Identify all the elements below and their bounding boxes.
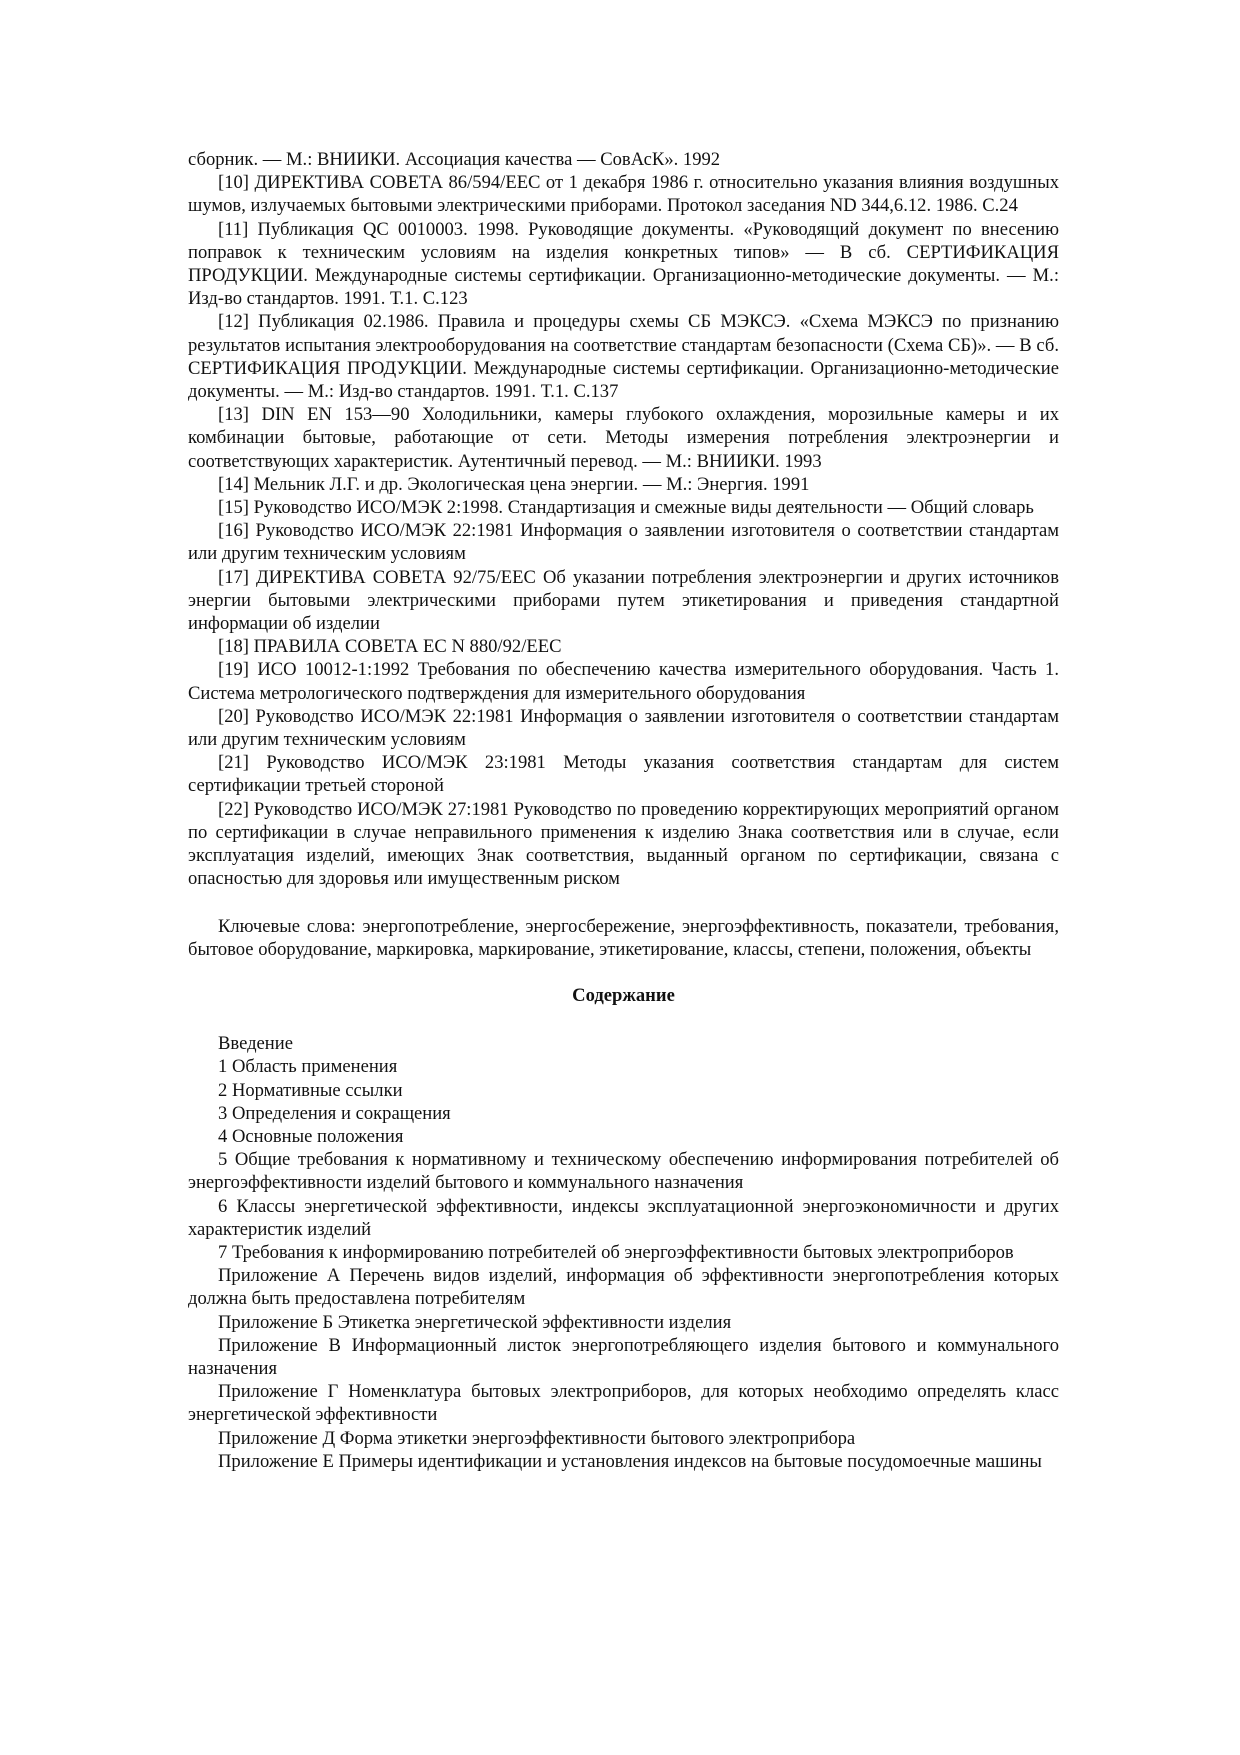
- toc-item: 5 Общие требования к нормативному и техническому обеспечению информирования потребителей об энергоэффективности изделий бытового и коммунального назначения: [188, 1149, 1059, 1194]
- toc-item: Приложение В Информационный листок энергопотребляющего изделия бытового и коммунального назначения: [188, 1334, 1059, 1379]
- reference-item: [13] DIN EN 153—90 Холодильники, камеры глубокого охлаждения, морозильные камеры и их комбинации бытовые, работающие от сети. Методы измерения потребления электроэнергии и соответствующих характеристик. Аутентичный перевод. — М.: ВНИИКИ. 1993: [188, 404, 1059, 472]
- reference-item: [17] ДИРЕКТИВА СОВЕТА 92/75/ЕЕС Об указании потребления электроэнергии и других источников энергии бытовыми электрическими приборами путем этикетирования и приведения стандартной информации об изделии: [188, 566, 1059, 635]
- toc-item: Приложение Б Этикетка энергетической эффективности изделия: [218, 1311, 732, 1333]
- reference-item: [16] Руководство ИСО/МЭК 22:1981 Информация о заявлении изготовителя о соответствии стандартам или другим техническим условиям: [188, 520, 1059, 565]
- toc-item: Приложение Е Примеры идентификации и установления индексов на бытовые посудомоечные машины: [218, 1450, 1042, 1472]
- toc-item: Введение: [218, 1033, 293, 1055]
- reference-list: [188, 171, 1059, 890]
- reference-item: [20] Руководство ИСО/МЭК 22:1981 Информация о заявлении изготовителя о соответствии стандартам или другим техническим условиям: [188, 705, 1059, 751]
- toc-item: Приложение Д Форма этикетки энергоэффективности бытового электроприбора: [218, 1427, 856, 1449]
- document-page: [188, 148, 1059, 1473]
- toc-item: 1 Область применения: [218, 1056, 398, 1078]
- toc-item: Приложение А Перечень видов изделий, информация об эффективности энергопотребления которых должна быть предоставлена потребителям: [188, 1265, 1059, 1310]
- reference-item: [22] Руководство ИСО/МЭК 27:1981 Руководство по проведению корректирующих мероприятий органом по сертификации в случае неправильного применения к изделию Знака соответствия или в случае, если эксплуатация изделий, имеющих Знак соответствия, выданный органом по сертификации, связана с опасностью для здоровья или имущественным риском: [188, 798, 1059, 890]
- reference-item: [12] Публикация 02.1986. Правила и процедуры схемы СБ МЭКСЭ. «Схема МЭКСЭ по признанию результатов испытания электрооборудования на соответствие стандартам безопасности (Схема СБ)». — В сб. СЕРТИФИКАЦИЯ ПРОДУКЦИИ. Международные системы сертификации. Организационно-методические документы. — М.: Изд-во стандартов. 1991. Т.1. С.137: [188, 311, 1059, 403]
- contents-heading: Содержание: [572, 984, 675, 1006]
- toc-item: 7 Требования к информированию потребителей об энергоэффективности бытовых электроприборов: [218, 1241, 1014, 1263]
- toc-item: Приложение Г Номенклатура бытовых электроприборов, для которых необходимо определять класс энергетической эффективности: [188, 1381, 1059, 1426]
- reference-item: [19] ИСО 10012-1:1992 Требования по обеспечению качества измерительного оборудования. Часть 1. Система метрологического подтверждения для измерительного оборудования: [188, 659, 1059, 704]
- reference-item: [10] ДИРЕКТИВА СОВЕТА 86/594/ЕЕС от 1 декабря 1986 г. относительно указания влияния воздушных шумов, излучаемых бытовыми электрическими приборами. Протокол заседания ND 344,6.12. 1986. С.24: [188, 172, 1059, 217]
- reference-item: [14] Мельник Л.Г. и др. Экологическая цена энергии. — М.: Энергия. 1991: [218, 473, 810, 495]
- toc-item: 4 Основные положения: [218, 1125, 404, 1147]
- keywords-paragraph: Ключевые слова: энергопотребление, энергосбережение, энергоэффективность, показатели, требования, бытовое оборудование, маркировка, маркирование, этикетирование, классы, степени, положения, объекты: [188, 915, 1059, 960]
- continued-reference-line: сборник. — М.: ВНИИКИ. Ассоциация качества — СовАсК». 1992: [188, 149, 721, 170]
- reference-item: [21] Руководство ИСО/МЭК 23:1981 Методы указания соответствия стандартам для систем сертификации третьей стороной: [188, 752, 1059, 797]
- reference-item: [18] ПРАВИЛА СОВЕТА ЕС N 880/92/ЕЕС: [218, 636, 562, 658]
- toc-item: 3 Определения и сокращения: [218, 1102, 451, 1124]
- reference-item: [11] Публикация QC 0010003. 1998. Руководящие документы. «Руководящий документ по внесению поправок к техническим условиям на изделия конкретных типов» — В сб. СЕРТИФИКАЦИЯ ПРОДУКЦИИ. Международные системы сертификации. Организационно-методические документы. — М.: Изд-во стандартов. 1991. Т.1. С.123: [188, 218, 1059, 310]
- spacer: [188, 891, 1059, 915]
- table-of-contents: [188, 1032, 1059, 1473]
- toc-item: 6 Классы энергетической эффективности, индексы эксплуатационной энергоэкономичности и других характеристик изделий: [188, 1195, 1059, 1240]
- reference-item: [15] Руководство ИСО/МЭК 2:1998. Стандартизация и смежные виды деятельности — Общий словарь: [218, 497, 1034, 519]
- toc-item: 2 Нормативные ссылки: [218, 1079, 403, 1101]
